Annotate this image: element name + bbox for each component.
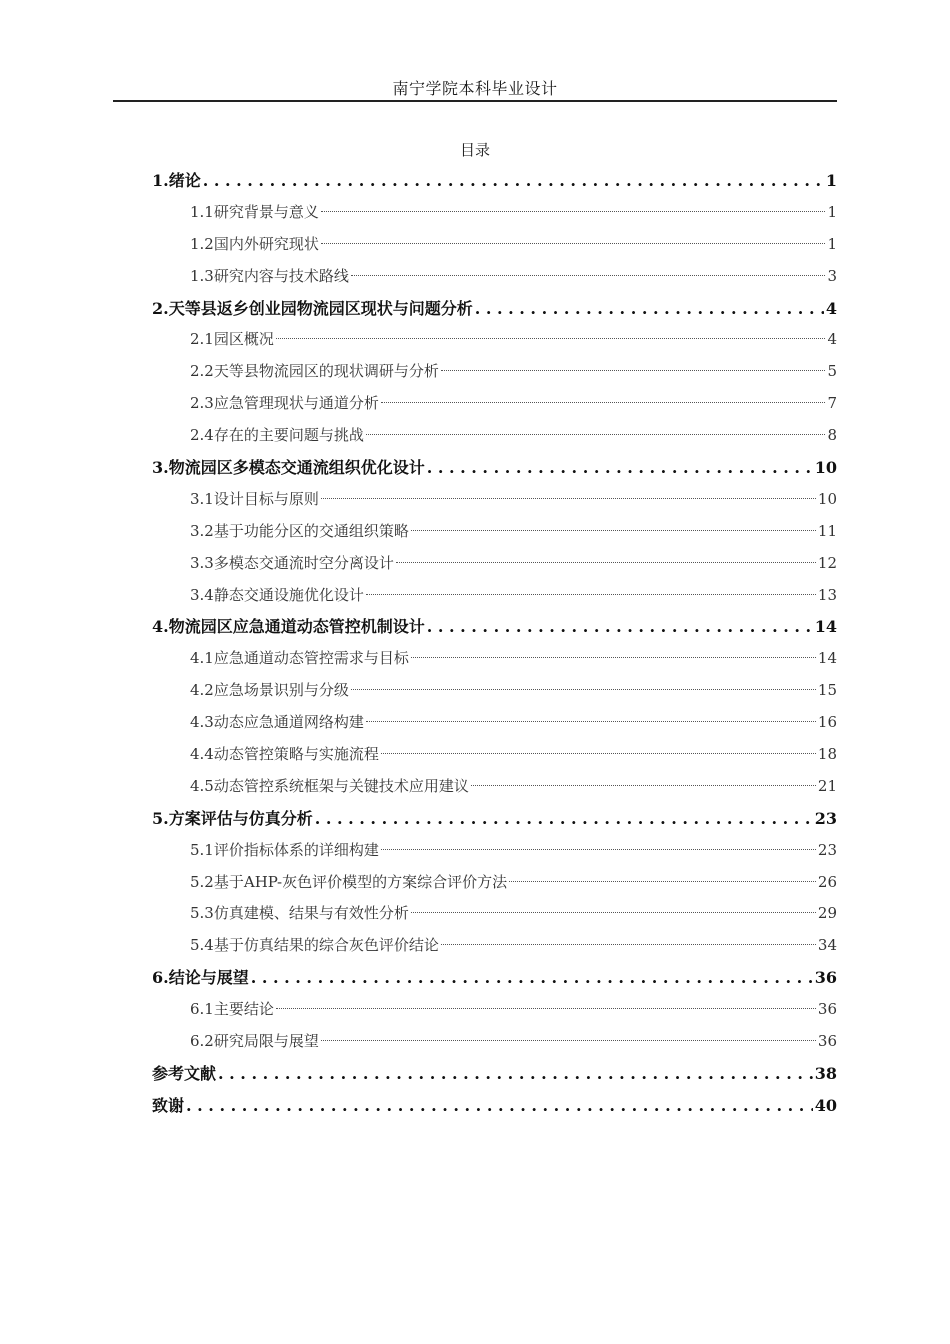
toc-page-number: 1 xyxy=(825,171,837,190)
toc-section-entry[interactable] xyxy=(152,898,837,930)
toc-leader-dots xyxy=(471,784,816,786)
toc-page-number: 14 xyxy=(814,617,837,637)
toc-section-entry[interactable] xyxy=(152,197,837,229)
toc-page-number: 23 xyxy=(814,808,837,828)
toc-section-entry[interactable] xyxy=(152,324,837,356)
toc-entry-title: 3.物流园区多模态交通流组织优化设计 xyxy=(152,458,425,478)
toc-page-number: 23 xyxy=(817,840,837,859)
toc-page-number: 1 xyxy=(827,202,837,221)
toc-entry-title: 4.5动态管控系统框架与关键技术应用建议 xyxy=(190,776,469,795)
toc-entry-title: 6.结论与展望 xyxy=(152,968,249,988)
toc-page-number: 15 xyxy=(817,681,837,700)
toc-entry-title: 2.3应急管理现状与通道分析 xyxy=(190,394,379,413)
toc-leader-dots xyxy=(321,497,816,499)
toc-section-entry[interactable] xyxy=(152,229,837,261)
toc-page-number: 5 xyxy=(827,362,837,381)
toc-entry-title: 6.1主要结论 xyxy=(190,1000,274,1019)
toc-section-entry[interactable] xyxy=(152,420,837,452)
toc-entry-title: 5.3仿真建模、结果与有效性分析 xyxy=(190,904,409,923)
toc-title: 目录 xyxy=(459,141,490,159)
toc-entry-title: 4.2应急场景识别与分级 xyxy=(190,681,349,700)
toc-entry-title: 3.2基于功能分区的交通组织策略 xyxy=(190,521,409,540)
toc-leader-dots xyxy=(411,911,816,913)
toc-entry-title: 4.4动态管控策略与实施流程 xyxy=(190,745,379,764)
toc-entry-title: 5.方案评估与仿真分析 xyxy=(152,808,313,828)
toc-section-entry[interactable] xyxy=(152,739,837,771)
toc-leader-dots xyxy=(321,1039,816,1041)
toc-section-entry[interactable] xyxy=(152,675,837,707)
toc-chapter-entry[interactable] xyxy=(152,803,837,835)
toc-entry-title: 1.3研究内容与技术路线 xyxy=(190,266,349,285)
toc-entry-title: 4.物流园区应急通道动态管控机制设计 xyxy=(152,617,425,637)
toc-section-entry[interactable] xyxy=(152,930,837,962)
toc-chapter-entry[interactable] xyxy=(152,1058,837,1090)
toc-leader-dots xyxy=(381,401,826,403)
toc-section-entry[interactable] xyxy=(152,867,837,899)
toc-entry-title: 6.2研究局限与展望 xyxy=(190,1032,319,1051)
toc-leader-dots xyxy=(218,1058,813,1090)
toc-entry-title: 1.绪论 xyxy=(152,171,201,190)
toc-leader-dots xyxy=(321,242,826,244)
toc-page-number: 40 xyxy=(814,1095,837,1115)
toc-leader-dots xyxy=(427,452,813,484)
toc-leader-dots xyxy=(351,274,826,276)
toc-chapter-entry[interactable] xyxy=(152,293,837,325)
toc-chapter-entry[interactable] xyxy=(152,962,837,994)
toc-chapter-entry[interactable] xyxy=(152,165,837,197)
toc-entry-title: 2.天等县返乡创业园物流园区现状与问题分析 xyxy=(152,298,473,318)
toc-leader-dots xyxy=(366,433,826,435)
toc-leader-dots xyxy=(351,688,816,690)
toc-entry-title: 致谢 xyxy=(152,1095,185,1115)
toc-section-entry[interactable] xyxy=(152,643,837,675)
header-rule xyxy=(113,100,837,102)
toc-page-number: 11 xyxy=(817,521,837,540)
toc-section-entry[interactable] xyxy=(152,771,837,803)
toc-chapter-entry[interactable] xyxy=(152,452,837,484)
toc-page-number: 18 xyxy=(817,745,837,764)
toc-entry-title: 1.2国内外研究现状 xyxy=(190,234,319,253)
toc-leader-dots xyxy=(441,369,826,371)
page-header-title: 南宁学院本科毕业设计 xyxy=(392,79,558,98)
toc-leader-dots xyxy=(203,165,824,197)
toc-leader-dots xyxy=(427,611,813,643)
toc-leader-dots xyxy=(315,803,813,835)
toc-page-number: 12 xyxy=(817,553,837,572)
toc-entry-title: 2.4存在的主要问题与挑战 xyxy=(190,426,364,445)
toc-section-entry[interactable] xyxy=(152,548,837,580)
toc-leader-dots xyxy=(186,1090,813,1122)
toc-leader-dots xyxy=(509,880,816,882)
toc-page-number: 38 xyxy=(814,1063,837,1083)
toc-page-number: 1 xyxy=(827,234,837,253)
toc-page-number: 36 xyxy=(817,1032,837,1051)
toc-chapter-entry[interactable] xyxy=(152,611,837,643)
toc-page-number: 3 xyxy=(827,266,837,285)
toc-leader-dots xyxy=(475,293,824,325)
toc-entry-title: 5.2基于AHP-灰色评价模型的方案综合评价方法 xyxy=(190,872,508,891)
toc-section-entry[interactable] xyxy=(152,516,837,548)
toc-section-entry[interactable] xyxy=(152,994,837,1026)
toc-section-entry[interactable] xyxy=(152,356,837,388)
toc-section-entry[interactable] xyxy=(152,388,837,420)
toc-entry-title: 3.1设计目标与原则 xyxy=(190,489,319,508)
toc-leader-dots xyxy=(366,720,816,722)
toc-section-entry[interactable] xyxy=(152,707,837,739)
toc-page-number: 4 xyxy=(825,298,837,318)
toc-leader-dots xyxy=(366,593,816,595)
toc-entry-title: 5.1评价指标体系的详细构建 xyxy=(190,840,379,859)
toc-leader-dots xyxy=(411,656,816,658)
toc-leader-dots xyxy=(321,210,826,212)
toc-entry-title: 2.1园区概况 xyxy=(190,330,274,349)
toc-leader-dots xyxy=(276,337,826,339)
table-of-contents xyxy=(152,165,837,1122)
toc-page-number: 16 xyxy=(817,713,837,732)
toc-page-number: 26 xyxy=(817,872,837,891)
toc-section-entry[interactable] xyxy=(152,580,837,612)
toc-page-number: 7 xyxy=(827,394,837,413)
toc-leader-dots xyxy=(396,561,816,563)
toc-page-number: 10 xyxy=(817,489,837,508)
toc-entry-title: 3.3多模态交通流时空分离设计 xyxy=(190,553,394,572)
toc-entry-title: 2.2天等县物流园区的现状调研与分析 xyxy=(190,362,439,381)
toc-entry-title: 3.4静态交通设施优化设计 xyxy=(190,585,364,604)
toc-page-number: 8 xyxy=(827,426,837,445)
toc-page-number: 10 xyxy=(814,458,837,478)
toc-leader-dots xyxy=(251,962,813,994)
toc-leader-dots xyxy=(411,529,816,531)
toc-section-entry[interactable] xyxy=(152,835,837,867)
toc-section-entry[interactable] xyxy=(152,1026,837,1058)
toc-page-number: 4 xyxy=(827,330,837,349)
toc-entry-title: 1.1研究背景与意义 xyxy=(190,202,319,221)
toc-page-number: 34 xyxy=(817,936,837,955)
toc-page-number: 36 xyxy=(817,1000,837,1019)
toc-page-number: 13 xyxy=(817,585,837,604)
toc-leader-dots xyxy=(441,943,816,945)
toc-entry-title: 5.4基于仿真结果的综合灰色评价结论 xyxy=(190,936,439,955)
toc-page-number: 21 xyxy=(817,776,837,795)
toc-page-number: 29 xyxy=(817,904,837,923)
toc-section-entry[interactable] xyxy=(152,261,837,293)
toc-leader-dots xyxy=(276,1007,816,1009)
toc-page-number: 36 xyxy=(814,968,837,988)
toc-entry-title: 4.1应急通道动态管控需求与目标 xyxy=(190,649,409,668)
toc-entry-title: 参考文献 xyxy=(152,1063,217,1083)
toc-leader-dots xyxy=(381,848,816,850)
toc-section-entry[interactable] xyxy=(152,484,837,516)
toc-leader-dots xyxy=(381,752,816,754)
toc-entry-title: 4.3动态应急通道网络构建 xyxy=(190,713,364,732)
toc-page-number: 14 xyxy=(817,649,837,668)
toc-chapter-entry[interactable] xyxy=(152,1090,837,1122)
